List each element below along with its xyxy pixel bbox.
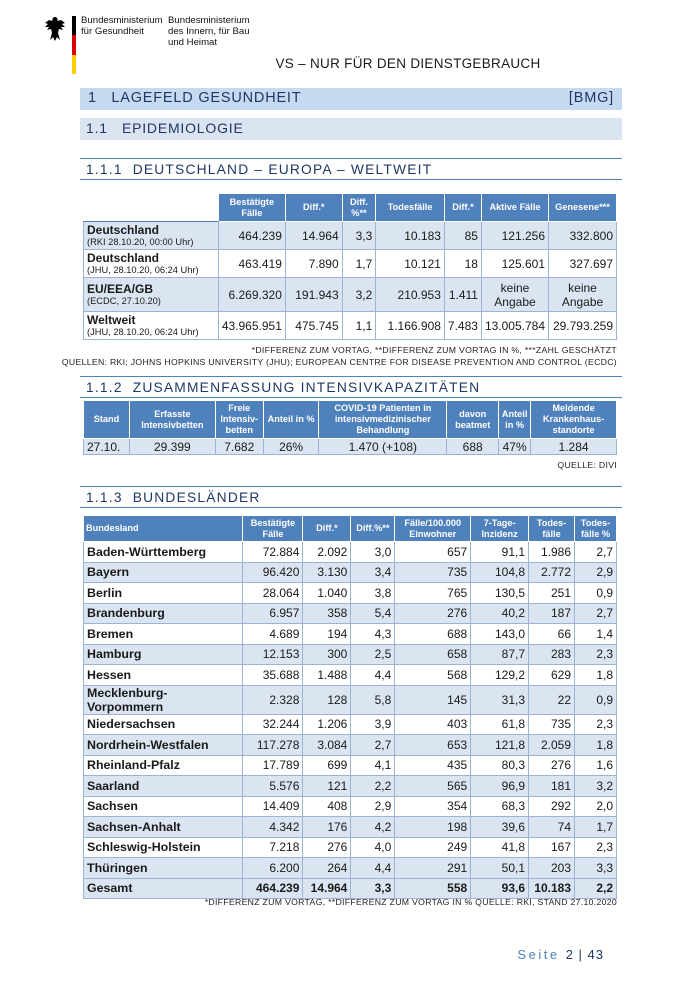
global-cases-table bbox=[83, 193, 617, 340]
section-tag: [BMG] bbox=[568, 90, 614, 106]
table-row: Deutschland (JHU, 28.10.20, 06:24 Uhr) 463.419 7.890 1,7 10.121 18 125.601 327.697 bbox=[84, 250, 617, 278]
table-row: Deutschland (RKI 28.10.20, 00:00 Uhr) 464.239 14.964 3,3 10.183 85 121.256 332.800 bbox=[84, 222, 617, 250]
table-row: Rheinland-Pfalz 17.789 699 4,1 435 80,3 276 1,6 bbox=[84, 755, 617, 776]
table-source: QUELLE: DIVI bbox=[557, 460, 617, 470]
section-heading-1-1: 1.1 EPIDEMIOLOGIE bbox=[80, 118, 622, 140]
table-row: Brandenburg 6.957 358 5,4 276 40,2 187 2,7 bbox=[84, 603, 617, 624]
table-row: Bremen 4.689 194 4,3 688 143,0 66 1,4 bbox=[84, 624, 617, 645]
col-header: Aktive Fälle bbox=[481, 194, 548, 222]
table-row: EU/EEA/GB (ECDC, 27.10.20) 6.269.320 191.943 3,2 210.953 1.411 keine Angabe keine Angabe bbox=[84, 278, 617, 312]
icu-capacity-table bbox=[83, 400, 617, 455]
table-note: *DIFFERENZ ZUM VORTAG, **DIFFERENZ ZUM VORTAG IN % QUELLE: RKI, STAND 27.10.2020 bbox=[204, 897, 617, 907]
table-note: *DIFFERENZ ZUM VORTAG, **DIFFERENZ ZUM VORTAG IN %, ***ZAHL GESCHÄTZT bbox=[251, 345, 617, 355]
ministry-interior-name: Bundesministerium des Innern, für Bau und Heimat bbox=[168, 15, 250, 48]
col-header: Todes-fälle % bbox=[575, 516, 617, 542]
col-header: Bestätigte Fälle bbox=[218, 194, 285, 222]
col-header: Todesfälle bbox=[376, 194, 445, 222]
col-header: Diff.%** bbox=[351, 516, 395, 542]
table-row: Weltweit (JHU, 28.10.20, 06:24 Uhr) 43.965.951 475.745 1,1 1.166.908 7.483 13.005.784 29.793.259 bbox=[84, 312, 617, 340]
col-header: Todes-fälle bbox=[529, 516, 575, 542]
section-heading-1-1-3: 1.1.3 BUNDESLÄNDER bbox=[80, 486, 622, 508]
col-header: Diff.* bbox=[285, 194, 342, 222]
col-header: Erfasste Intensivbetten bbox=[129, 401, 215, 439]
classification-label: VS – NUR FÜR DEN DIENSTGEBRAUCH bbox=[275, 56, 541, 71]
col-header: Genesene*** bbox=[549, 194, 617, 222]
table-row: Schleswig-Holstein 7.218 276 4,0 249 41,8 167 2,3 bbox=[84, 837, 617, 858]
table-row: Bayern 96.420 3.130 3,4 735 104,8 2.772 2,9 bbox=[84, 562, 617, 583]
col-header: Anteil in % bbox=[499, 401, 531, 439]
table-row: Berlin 28.064 1.040 3,8 765 130,5 251 0,9 bbox=[84, 583, 617, 604]
table-row: Hessen 35.688 1.488 4,4 568 129,2 629 1,8 bbox=[84, 665, 617, 686]
table-row: Sachsen-Anhalt 4.342 176 4,2 198 39,6 74 1,7 bbox=[84, 817, 617, 838]
table-row: Hamburg 12.153 300 2,5 658 87,7 283 2,3 bbox=[84, 644, 617, 665]
ministry-health-name: Bundesministerium für Gesundheit bbox=[81, 15, 163, 37]
table-row: 27.10. 29.399 7.682 26% 1.470 (+108) 688 47% 1.284 bbox=[84, 439, 617, 455]
federal-states-table bbox=[83, 515, 617, 899]
table-total-row: Gesamt 464.239 14.964 3,3 558 93,6 10.183 2,2 bbox=[84, 878, 617, 899]
col-header: Fälle/100.000 Einwohner bbox=[395, 516, 471, 542]
col-header: Bundesland bbox=[84, 516, 243, 542]
section-heading-1-1-1: 1.1.1 DEUTSCHLAND – EUROPA – WELTWEIT bbox=[80, 158, 622, 180]
table-row: Nordrhein-Westfalen 117.278 3.084 2,7 653 121,8 2.059 1,8 bbox=[84, 735, 617, 756]
col-header: Anteil in % bbox=[263, 401, 319, 439]
col-header: Diff.* bbox=[444, 194, 481, 222]
table-source: QUELLEN: RKI; JOHNS HOPKINS UNIVERSITY (JHU); EUROPEAN CENTRE FOR DISEASE PREVENTION AND CONTROL (ECDC) bbox=[61, 357, 617, 367]
section-heading-1: 1 LAGEFELD GESUNDHEIT [BMG] bbox=[80, 88, 622, 110]
table-row: Thüringen 6.200 264 4,4 291 50,1 203 3,3 bbox=[84, 858, 617, 879]
page-number: Seite 2 | 43 bbox=[517, 947, 604, 962]
col-header: Freie Intensiv-betten bbox=[215, 401, 263, 439]
col-header: COVID-19 Patienten in intensivmedizinischer Behandlung bbox=[319, 401, 447, 439]
table-row: Saarland 5.576 121 2,2 565 96,9 181 3,2 bbox=[84, 776, 617, 797]
col-header: Bestätigte Fälle bbox=[243, 516, 303, 542]
federal-eagle-icon bbox=[44, 16, 66, 42]
col-header: 7-Tage-Inzidenz bbox=[471, 516, 529, 542]
col-header: Diff.* bbox=[303, 516, 351, 542]
section-heading-1-1-2: 1.1.2 ZUSAMMENFASSUNG INTENSIVKAPAZITÄTEN bbox=[80, 376, 622, 398]
table-row: Baden-Württemberg 72.884 2.092 3,0 657 91,1 1.986 2,7 bbox=[84, 542, 617, 563]
col-header: Meldende Krankenhaus-standorte bbox=[531, 401, 617, 439]
table-row: Niedersachsen 32.244 1.206 3,9 403 61,8 735 2,3 bbox=[84, 714, 617, 735]
col-header: Stand bbox=[84, 401, 130, 439]
col-header: Diff. %** bbox=[342, 194, 376, 222]
col-header: davon beatmet bbox=[447, 401, 499, 439]
table-row: Sachsen 14.409 408 2,9 354 68,3 292 2,0 bbox=[84, 796, 617, 817]
table-row: Mecklenburg-Vorpommern 2.328 128 5,8 145 31,3 22 0,9 bbox=[84, 685, 617, 714]
